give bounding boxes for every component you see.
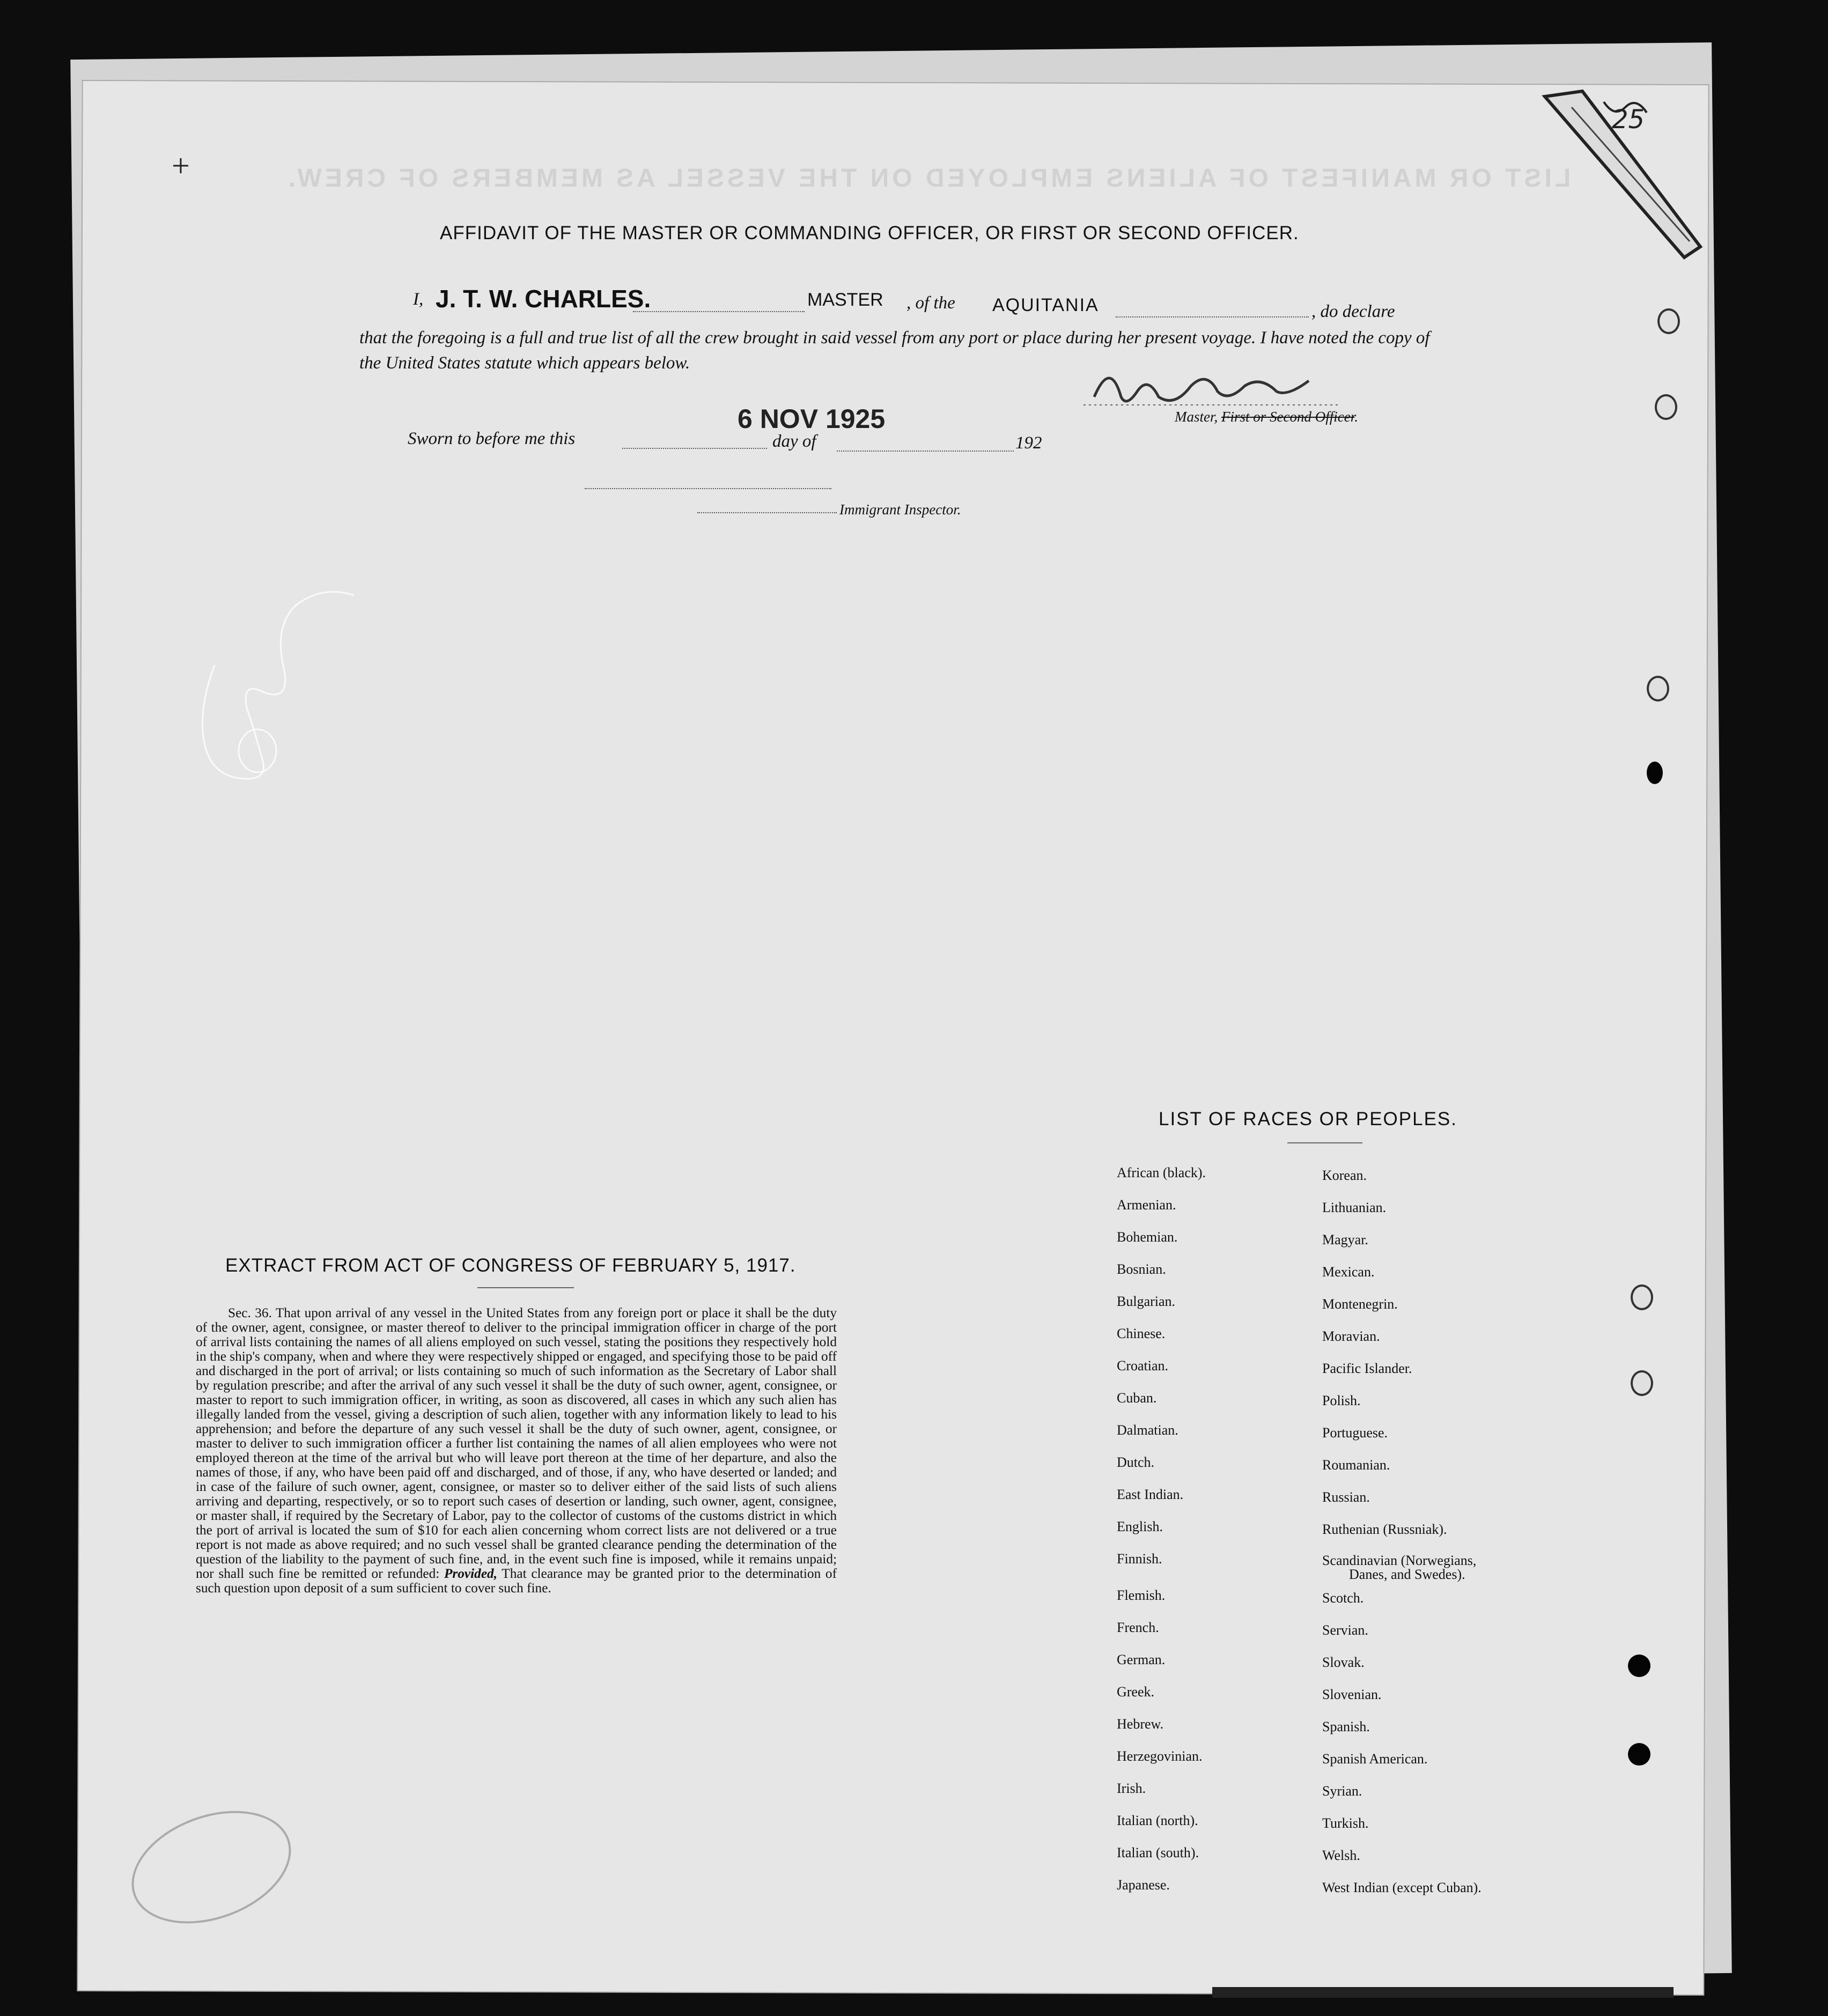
of-the-label: , of the	[906, 293, 955, 313]
race-item: Turkish.	[1322, 1815, 1369, 1831]
race-item: Greek.	[1117, 1684, 1155, 1700]
day-dotted-line	[837, 451, 1014, 452]
races-title: LIST OF RACES OR PEOPLES.	[1159, 1109, 1458, 1129]
race-item: Montenegrin.	[1322, 1296, 1398, 1312]
sworn-label: Sworn to before me this	[408, 429, 576, 448]
race-item: English.	[1117, 1519, 1163, 1534]
race-item: Magyar.	[1322, 1232, 1368, 1247]
sig-caption-suffix: .	[1354, 409, 1358, 425]
race-item: Dalmatian.	[1117, 1422, 1178, 1438]
race-item: Italian (south).	[1117, 1845, 1199, 1860]
punch-hole	[1631, 1284, 1653, 1310]
race-item: Roumanian.	[1322, 1457, 1390, 1473]
extract-body-main: Sec. 36. That upon arrival of any vessel in the United States from any foreign port or place it shall be the duty of the owner, agent, consignee, or master thereof to deliver to the principal immigration officer in charge of the port of arrival lists containing the names of all aliens employed on such vessel, stating the positions they respectively hold in the ship's company, when and where they were respectively shipped or engaged, and specifying those to be paid off and discharged in the port of arrival; or lists containing so much of such information as the Secretary of Labor shall by regulation prescribe; and after the arrival of any such vessel it shall be the duty of such owner, agent, consignee, or master to report to such immigration officer, in writing, as soon as discovered, all cases in which any such alien has illegally landed from the vessel, giving a description of such alien, together with any information likely to lead to his apprehension; and before the departure of any such vessel it shall be the duty of such owner, agent, consignee, or master to deliver to such immigration officer a further list containing the names of all alien employees who were not employed thereon at the time of the arrival but who will leave port thereon at the time of her departure, and also the names of those, if any, who have been paid off and discharged, and of those, if any, who have deserted or landed; and in case of the failure of such owner, agent, consignee, or master so to deliver either of the said lists of such aliens arriving and departing, respectively, or so to report such cases of desertion or landing, such owner, agent, consignee, or master shall, if required by the Secretary of Labor, pay to the collector of customs of the customs district in which the port of arrival is located the sum of $10 for each alien concerning whom correct lists are not delivered or a true report is not made as above required; and no such vessel shall be granted clearance pending the determination of the question of the liability to the payment of such fine, and, in the event such fine is imposed, while it remains unpaid; nor shall such fine be remitted or refunded:	[196, 1305, 837, 1581]
race-item: Spanish American.	[1322, 1751, 1428, 1767]
punch-hole	[1628, 1655, 1650, 1677]
sworn-dotted-line	[622, 448, 767, 449]
master-signature-flourish	[1083, 359, 1352, 413]
bleed-through-title: LIST OR MANIFEST OF ALIENS EMPLOYED ON THE VESSEL AS MEMBERS OF CREW.	[285, 164, 1571, 193]
extract-title-rule	[477, 1287, 574, 1288]
handwritten-mark: +	[172, 148, 190, 183]
race-item: West Indian (except Cuban).	[1322, 1880, 1481, 1895]
race-item: Finnish.	[1117, 1551, 1162, 1567]
race-item: Bosnian.	[1117, 1261, 1166, 1277]
race-item: Ruthenian (Russniak).	[1322, 1522, 1447, 1537]
race-item: Italian (north).	[1117, 1813, 1198, 1828]
master-name-value: J. T. W. CHARLES.	[436, 285, 651, 313]
race-item: Welsh.	[1322, 1848, 1360, 1863]
punch-hole	[1628, 1743, 1650, 1766]
sig-caption-struck: First or Second Officer	[1221, 409, 1355, 425]
vessel-name-value: AQUITANIA	[992, 295, 1099, 315]
race-item: French.	[1117, 1620, 1159, 1635]
punch-hole	[1647, 762, 1663, 784]
race-item: Herzegovinian.	[1117, 1748, 1203, 1764]
race-item: Lithuanian.	[1322, 1200, 1387, 1215]
race-item: Russian.	[1322, 1489, 1370, 1505]
punch-hole	[1655, 394, 1677, 420]
page-number: 25	[1612, 105, 1645, 135]
rank-value: MASTER	[807, 290, 883, 310]
race-item: Portuguese.	[1322, 1425, 1388, 1441]
race-item: Scotch.	[1322, 1590, 1364, 1606]
race-item: Danes, and Swedes).	[1349, 1567, 1465, 1582]
race-item: Bohemian.	[1117, 1229, 1178, 1245]
race-item: Pacific Islander.	[1322, 1361, 1412, 1376]
race-item: Irish.	[1117, 1781, 1146, 1796]
affidavit-intro: I,	[413, 290, 424, 309]
inspector-dotted-line	[697, 512, 837, 513]
race-item: Hebrew.	[1117, 1716, 1164, 1732]
race-item: Slovak.	[1322, 1655, 1365, 1670]
race-item: Flemish.	[1117, 1587, 1166, 1603]
race-item: Servian.	[1322, 1622, 1368, 1638]
race-item: African (black).	[1117, 1165, 1206, 1180]
race-item: Bulgarian.	[1117, 1294, 1176, 1309]
inspector-caption: Immigrant Inspector.	[839, 501, 961, 518]
race-item: Cuban.	[1117, 1390, 1157, 1406]
race-item: Mexican.	[1322, 1264, 1375, 1280]
races-title-rule	[1287, 1142, 1362, 1143]
sig-caption-prefix: Master,	[1175, 409, 1221, 425]
signature-caption	[1175, 409, 1358, 425]
punch-hole	[1647, 676, 1669, 701]
race-item: Armenian.	[1117, 1197, 1176, 1213]
extract-body	[196, 1306, 837, 1596]
race-item: Spanish.	[1322, 1719, 1370, 1734]
affidavit-statement: that the foregoing is a full and true list of all the crew brought in said vessel from any port or place during her present voyage. I have noted the copy of the United States statute which appears below.	[359, 328, 1430, 373]
extract-body-provided: Provided,	[444, 1566, 498, 1581]
scribble-mark	[161, 585, 365, 788]
punch-hole	[1657, 308, 1680, 334]
do-declare-label: , do declare	[1311, 302, 1395, 321]
race-item: Moravian.	[1322, 1328, 1380, 1344]
day-of-label: day of	[772, 432, 816, 451]
extract-body-end: That clearance may be granted prior to the determination of such question upon deposit of a sum sufficient to cover such fine.	[196, 1566, 837, 1596]
race-item: Dutch.	[1117, 1454, 1155, 1470]
race-item: Japanese.	[1117, 1877, 1170, 1893]
year-label: 192	[1015, 433, 1042, 453]
race-item: East Indian.	[1117, 1487, 1184, 1502]
inspector-signature-line	[585, 488, 831, 489]
bottom-edge-shadow	[1212, 1987, 1674, 1998]
race-item: Slovenian.	[1322, 1687, 1382, 1702]
race-item: Croatian.	[1117, 1358, 1169, 1373]
extract-title: EXTRACT FROM ACT OF CONGRESS OF FEBRUARY 5, 1917.	[225, 1255, 796, 1276]
affidavit-title: AFFIDAVIT OF THE MASTER OR COMMANDING OFFICER, OR FIRST OR SECOND OFFICER.	[440, 223, 1299, 243]
vessel-dotted-line	[1116, 316, 1309, 317]
race-item: Korean.	[1322, 1168, 1367, 1183]
race-item: Polish.	[1322, 1393, 1361, 1408]
race-item: German.	[1117, 1652, 1166, 1667]
date-stamp: 6 NOV 1925	[738, 404, 886, 434]
race-item: Scandinavian (Norwegians,	[1322, 1553, 1477, 1568]
name-dotted-line	[633, 311, 805, 312]
punch-hole	[1631, 1370, 1653, 1396]
race-item: Syrian.	[1322, 1783, 1362, 1799]
race-item: Chinese.	[1117, 1326, 1166, 1341]
